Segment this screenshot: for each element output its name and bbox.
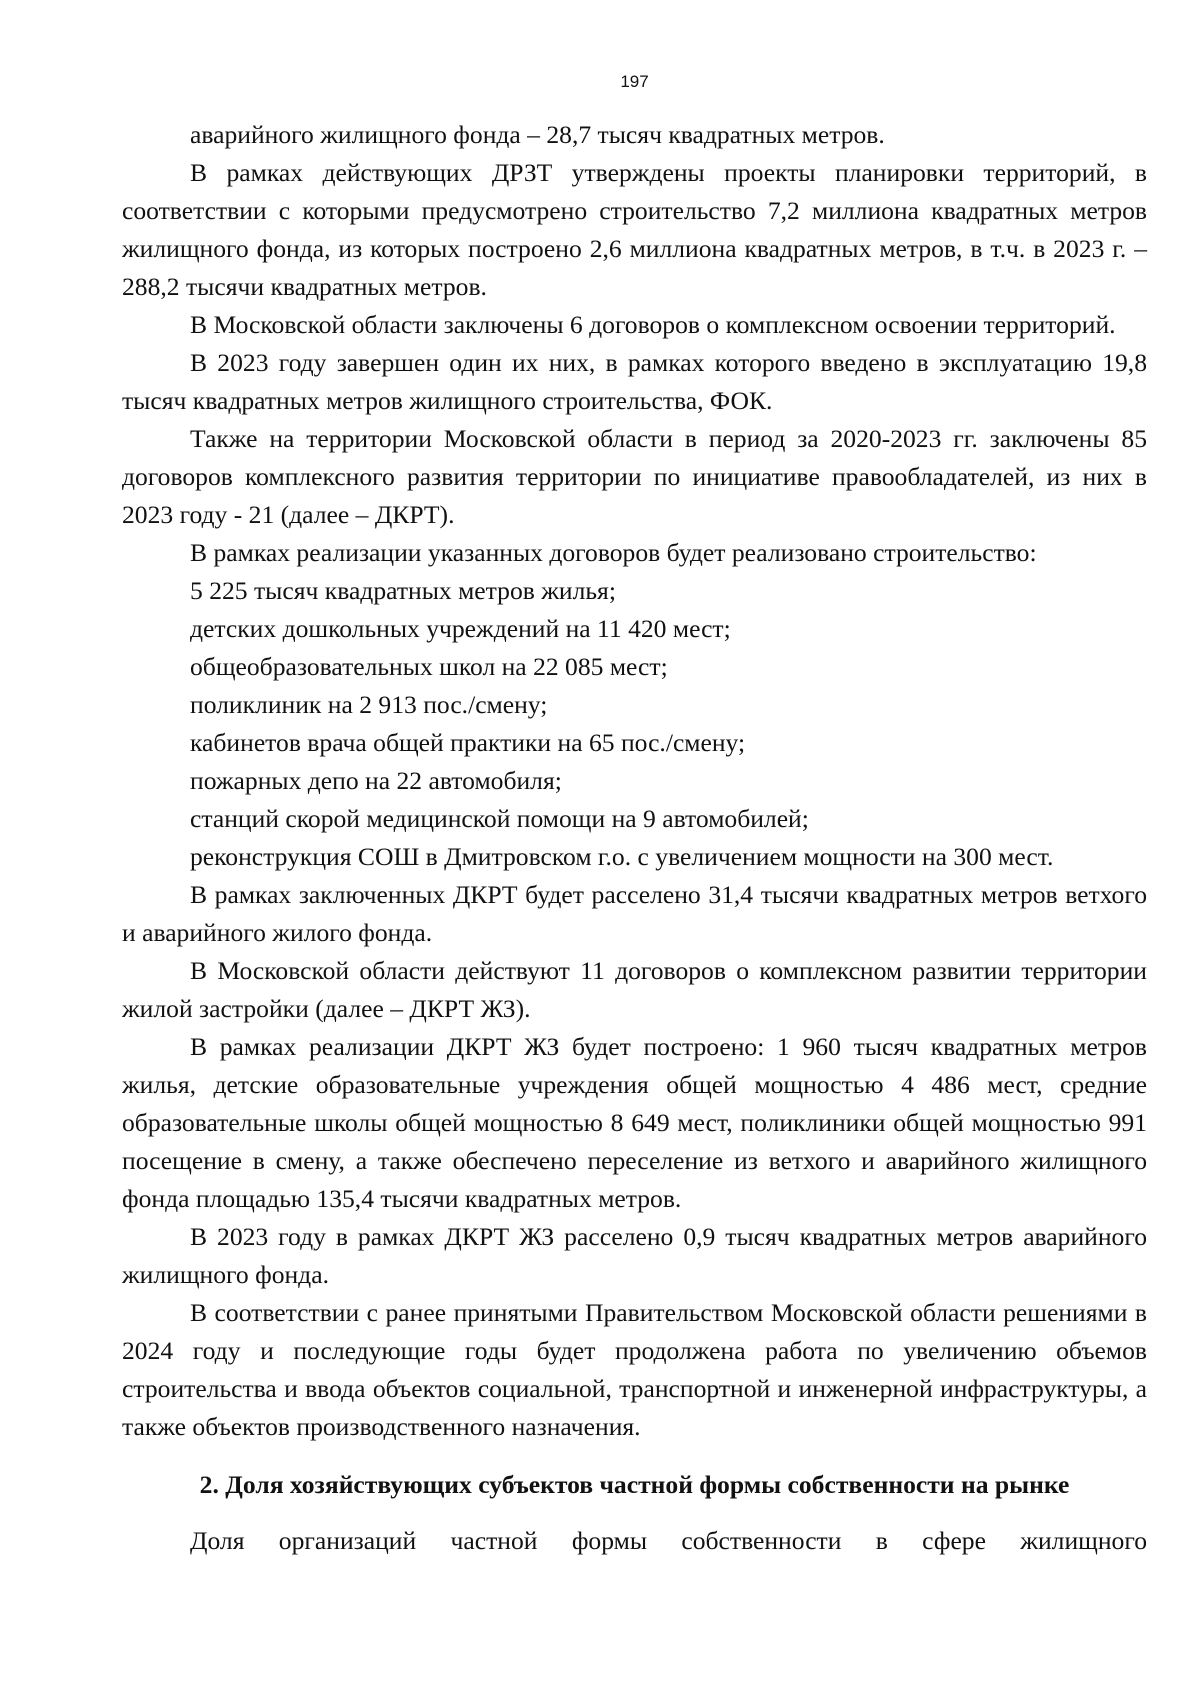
paragraph: В рамках реализации ДКРТ ЖЗ будет построено: 1 960 тысяч квадратных метров жилья, детские образовательные учреждения общей мощностью 4 486 мест, средние образовательные школы общей мощностью 8 649 мест, поликлиники общей мощностью 991 посещение в смену, а также обеспечено переселение из ветхого и аварийного жилищного фонда площадью 135,4 тысячи квадратных метров. [122,1032,1147,1213]
paragraph: В соответствии с ранее принятыми Правительством Московской области решениями в 2024 году и последующие годы будет продолжена работа по увеличению объемов строительства и ввода объектов социальной, транспортной и инженерной инфраструктуры, а также объектов производственного назначения. [122,1298,1147,1441]
paragraph: В 2023 году в рамках ДКРТ ЖЗ расселено 0,9 тысяч квадратных метров аварийного жилищного фонда. [122,1222,1147,1289]
list-item: пожарных депо на 22 автомобиля; [190,766,562,795]
page-number: 197 [620,72,649,91]
list-item: реконструкция СОШ в Дмитровском г.о. с увеличением мощности на 300 мест. [190,842,1054,871]
list-item: кабинетов врача общей практики на 65 пос./смену; [190,728,746,757]
paragraph: Также на территории Московской области в период за 2020-2023 гг. заключены 85 договоров комплексного развития территории по инициативе правообладателей, из них в 2023 году - 21 (далее – ДКРТ). [122,424,1147,529]
paragraph-continuation: аварийного жилищного фонда – 28,7 тысяч квадратных метров. [190,120,885,149]
list-item: детских дошкольных учреждений на 11 420 мест; [190,614,731,643]
paragraph: В рамках заключенных ДКРТ будет расселено 31,4 тысячи квадратных метров ветхого и аварийного жилого фонда. [122,880,1147,947]
section-heading: 2. Доля хозяйствующих субъектов частной формы собственности на рынке [199,1470,1070,1499]
list-item: общеобразовательных школ на 22 085 мест; [190,652,668,681]
paragraph: В 2023 году завершен один их них, в рамках которого введено в эксплуатацию 19,8 тысяч квадратных метров жилищного строительства, ФОК. [122,348,1147,415]
paragraph: В Московской области заключены 6 договоров о комплексном освоении территорий. [190,310,1116,339]
list-item: поликлиник на 2 913 пос./смену; [190,690,548,719]
list-item: 5 225 тысяч квадратных метров жилья; [190,576,616,605]
paragraph: В Московской области действуют 11 договоров о комплексном развитии территории жилой застройки (далее – ДКРТ ЖЗ). [122,956,1147,1023]
document-body [122,116,1147,1560]
list-item: станций скорой медицинской помощи на 9 автомобилей; [190,804,809,833]
paragraph-final: Доля организаций частной формы собственности в сфере жилищного [190,1526,1147,1555]
paragraph: В рамках реализации указанных договоров будет реализовано строительство: [190,538,1037,567]
paragraph: В рамках действующих ДРЗТ утверждены проекты планировки территорий, в соответствии с которыми предусмотрено строительство 7,2 миллиона квадратных метров жилищного фонда, из которых построено 2,6 миллиона квадратных метров, в т.ч. в 2023 г. – 288,2 тысячи квадратных метров. [122,158,1147,301]
